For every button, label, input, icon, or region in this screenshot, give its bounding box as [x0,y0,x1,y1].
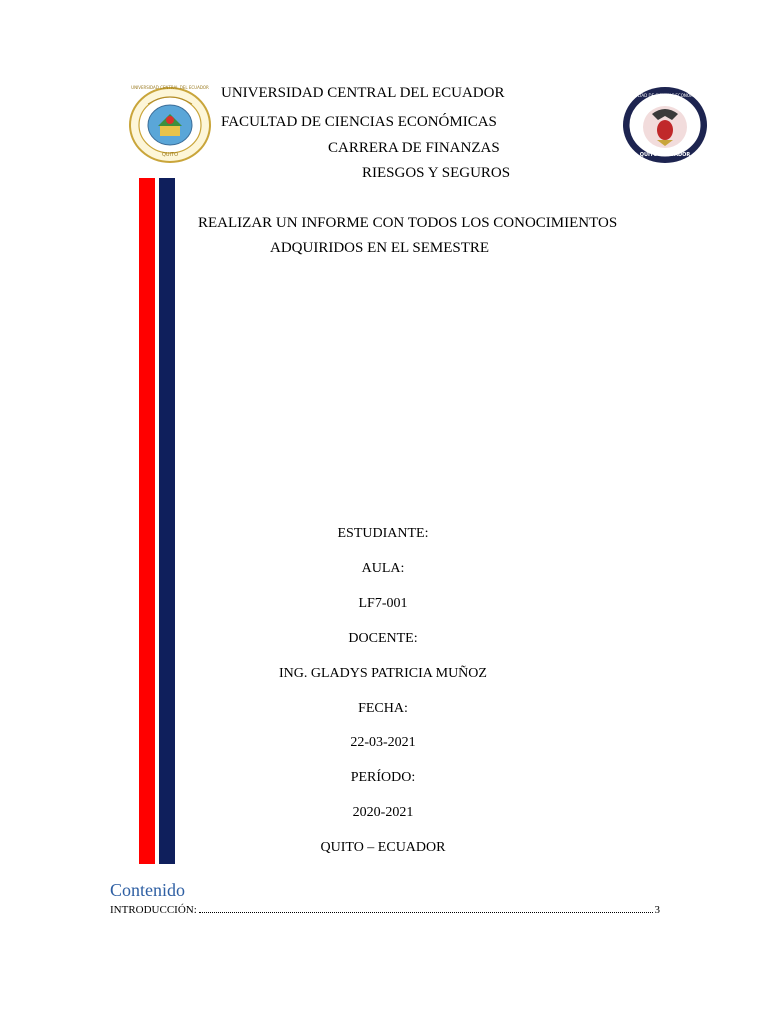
period-value: 2020-2021 [352,805,414,820]
seal-bottom-text: QUITO [161,152,179,158]
student-label: ESTUDIANTE: [337,526,429,541]
university-seal-logo [128,86,212,164]
toc-entry-introduction[interactable] [110,904,660,916]
navy-vertical-bar [159,178,175,864]
date-label: FECHA: [358,701,408,716]
toc-heading: Contenido [110,880,185,900]
teacher-label: DOCENTE: [348,631,418,646]
toc-entry-label: INTRODUCCIÓN: [110,904,197,916]
report-title-line1: REALIZAR UN INFORME CON TODOS LOS CONOCIMIENTOS [198,215,618,231]
faculty-seal-logo [622,86,708,164]
faculty-ring-text: FACULTAD DE CIENCIAS ECONÓMICAS [627,93,703,98]
period-label: PERÍODO: [350,770,416,785]
red-vertical-bar [139,178,155,864]
date-value: 22-03-2021 [350,735,416,750]
location-text: QUITO – ECUADOR [320,840,446,855]
toc-leader-dots [199,912,653,913]
subject-name: RIESGOS Y SEGUROS [362,165,511,181]
toc-entry-page: 3 [654,904,660,916]
classroom-value: LF7-001 [358,596,408,611]
classroom-label: AULA: [361,561,405,576]
faculty-bottom-text: QUITO - ECUADOR [639,152,691,158]
report-title-line2: ADQUIRIDOS EN EL SEMESTRE [270,240,490,256]
university-name: UNIVERSIDAD CENTRAL DEL ECUADOR [221,85,505,101]
seal-ring-text: UNIVERSIDAD CENTRAL DEL ECUADOR [131,85,209,90]
teacher-value: ING. GLADYS PATRICIA MUÑOZ [279,666,487,681]
faculty-name: FACULTAD DE CIENCIAS ECONÓMICAS [221,114,497,130]
career-name: CARRERA DE FINANZAS [328,140,500,156]
